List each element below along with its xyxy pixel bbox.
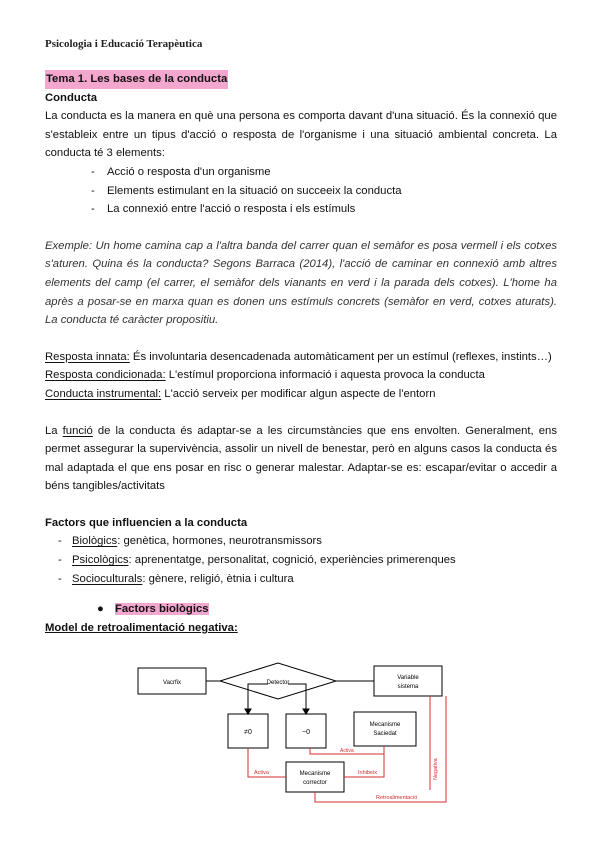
box-corrector bbox=[286, 762, 344, 792]
example-paragraph: Exemple: Un home camina cap a l'altra banda del carrer quan el semàfor es posa vermell i els cotxes s'aturen. Quina és la conducta? Segons Barraca (2014), l'acció de caminar en connexió amb altres elements del camp (el carrer, el semàfor dels vianants en verd i la parada dels cotxes). L'home ha après a posar-se en marxa quan es donen uns estímuls concrets (semàfor en verd, cotxes aturats). La conducta té caràcter propositiu. bbox=[45, 239, 557, 327]
label-mecanisme-1: Mecanisme bbox=[369, 722, 401, 728]
response-item: Conducta instrumental: L'acció serveix per modificar algun aspecte de l'entorn bbox=[45, 387, 436, 400]
label-retro: Retroalimentació bbox=[376, 795, 418, 801]
list-item: - La connexió entre l'acció o resposta i els estímuls bbox=[91, 203, 356, 216]
label-sistema: sistema bbox=[397, 684, 419, 690]
box-variable bbox=[374, 666, 442, 696]
label-variable: Variable bbox=[397, 675, 419, 681]
elements-list bbox=[45, 163, 557, 219]
conducta-intro: La conducta es la manera en què una persona es comporta davant d'una situació. És la connexió que s'estableix entre un tipus d'acció o resposta de l'organisme i una situació ambiental concreta. La conducta té 3 elements: bbox=[45, 110, 557, 160]
box-saciedat bbox=[354, 712, 416, 746]
list-item: - Psicològics: aprenentatge, personalitat, cognició, experiències primerenques bbox=[58, 554, 456, 567]
section-heading-conducta: Conducta bbox=[45, 91, 98, 104]
label-activa: Activa bbox=[254, 770, 269, 776]
label-inhibeix: Inhibeix bbox=[358, 770, 377, 776]
factors-heading: Factors que influencien a la conducta bbox=[45, 516, 248, 529]
topic-title: Tema 1. Les bases de la conducta bbox=[45, 70, 228, 89]
response-item: Resposta condicionada: L'estímul proporciona informació i aquesta provoca la conducta bbox=[45, 369, 485, 382]
funcio-paragraph: La funció de la conducta és adaptar-se a les circumstàncies que ens envolten. Generalment, ens permet assegurar la supervivència, assolir un nivell de benestar, però en alguns casos la conducta és mal adaptada el que ens posar en risc o generar malestar. Adaptar-se es: escapar/evitar o accedir a béns tangibles/activitats bbox=[45, 424, 557, 493]
page-header: Psicologia i Educació Terapèutica bbox=[45, 38, 203, 50]
response-item: Resposta innata: És involuntaria desencadenada automàticament per un estímul (reflexes, instints…) bbox=[45, 350, 552, 363]
label-saciedat: Saciedat bbox=[373, 731, 397, 737]
factors-list bbox=[45, 532, 557, 588]
bio-bullet: ● Factors biològics bbox=[97, 603, 209, 616]
label-neq0: ≠0 bbox=[244, 729, 252, 736]
label-vacrfix: Vacrfix bbox=[163, 680, 181, 686]
label-negativa: Negativa bbox=[433, 758, 439, 780]
label-corrector: corrector bbox=[303, 780, 327, 786]
label-eq0: −0 bbox=[302, 729, 310, 736]
label-mecanisme-2: Mecanisme bbox=[299, 771, 331, 777]
label-detector: Detector bbox=[266, 680, 290, 686]
document-content bbox=[45, 70, 557, 637]
list-item: - Elements estimulant en la situació on succeeix la conducta bbox=[91, 184, 402, 197]
list-item: - Biològics: genètica, hormones, neurotransmissors bbox=[58, 535, 322, 548]
model-title: Model de retroalimentació negativa: bbox=[45, 621, 238, 634]
list-item: - Socioculturals: gènere, religió, ètnia i cultura bbox=[58, 572, 294, 585]
feedback-diagram bbox=[130, 662, 460, 812]
label-activa-2: Activa bbox=[340, 748, 354, 754]
list-item: - Acció o resposta d'un organisme bbox=[91, 165, 271, 178]
